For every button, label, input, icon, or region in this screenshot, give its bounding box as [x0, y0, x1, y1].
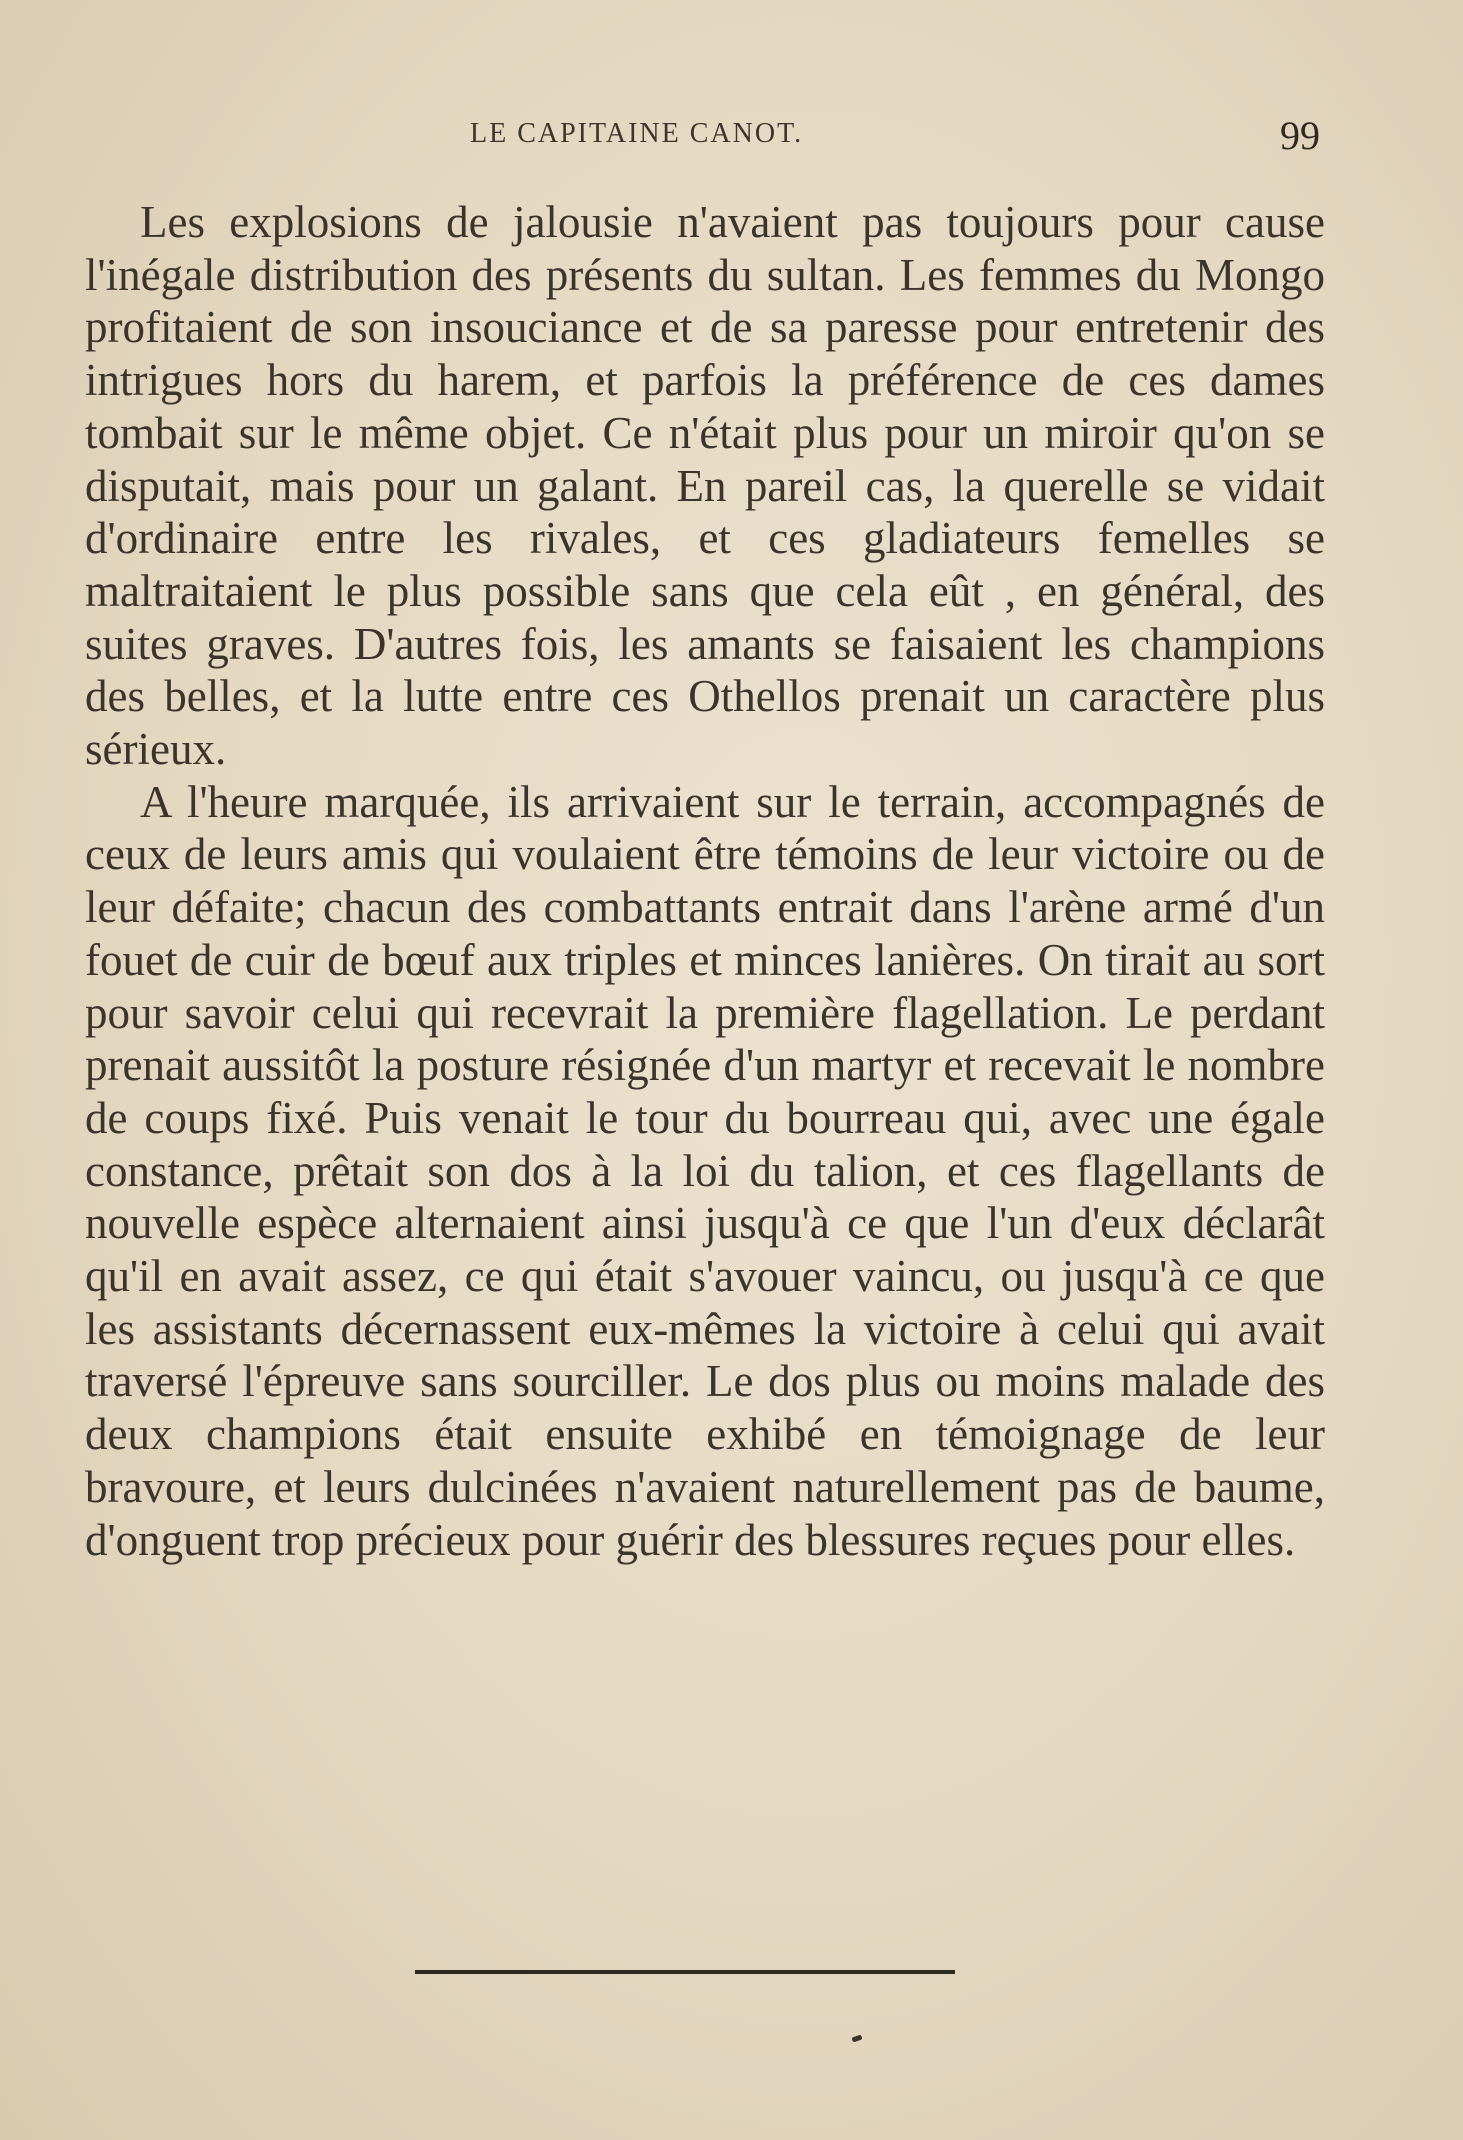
ink-mark: [851, 2034, 862, 2042]
paragraph: A l'heure marquée, ils arrivaient sur le terrain, accompagnés de ceux de leurs amis qui voulaient être témoins de leur victoire ou de leur défaite; chacun des combattants entrait dans l'arène armé d'un fouet de cuir de bœuf aux triples et minces lanières. On tirait au sort pour savoir celui qui recevrait la première flagellation. Le perdant prenait aussitôt la posture résignée d'un martyr et recevait le nombre de coups fixé. Puis venait le tour du bourreau qui, avec une égale constance, prêtait son dos à la loi du talion, et ces flagellants de nouvelle espèce alternaient ainsi jusqu'à ce que l'un d'eux déclarât qu'il en avait assez, ce qui était s'avouer vaincu, ou jusqu'à ce que les assistants décernassent eux-mêmes la victoire à celui qui avait traversé l'épreuve sans sourciller. Le dos plus ou moins malade des deux champions était ensuite exhibé en témoignage de leur bravoure, et leurs dulcinées n'avaient naturellement pas de baume, d'onguent trop précieux pour guérir des blessures reçues pour elles.: [85, 776, 1325, 1565]
body-text: [85, 196, 1325, 1566]
page-header: [0, 113, 1463, 168]
paragraph: Les explosions de jalousie n'avaient pas toujours pour cause l'inégale distribution des présents du sultan. Les femmes du Mongo profitaient de son insouciance et de sa paresse pour entretenir des intrigues hors du harem, et parfois la préférence de ces dames tombait sur le même objet. Ce n'était plus pour un miroir qu'on se disputait, mais pour un galant. En pareil cas, la querelle se vidait d'ordinaire entre les rivales, et ces gladiateurs femelles se maltraitaient le plus possible sans que cela eût , en général, des suites graves. D'autres fois, les amants se faisaient les champions des belles, et la lutte entre ces Othellos prenait un caractère plus sérieux.: [85, 197, 1325, 775]
page-number: 99: [1280, 113, 1320, 158]
running-title: LE CAPITAINE CANOT.: [470, 118, 804, 149]
end-rule: [415, 1970, 955, 1974]
